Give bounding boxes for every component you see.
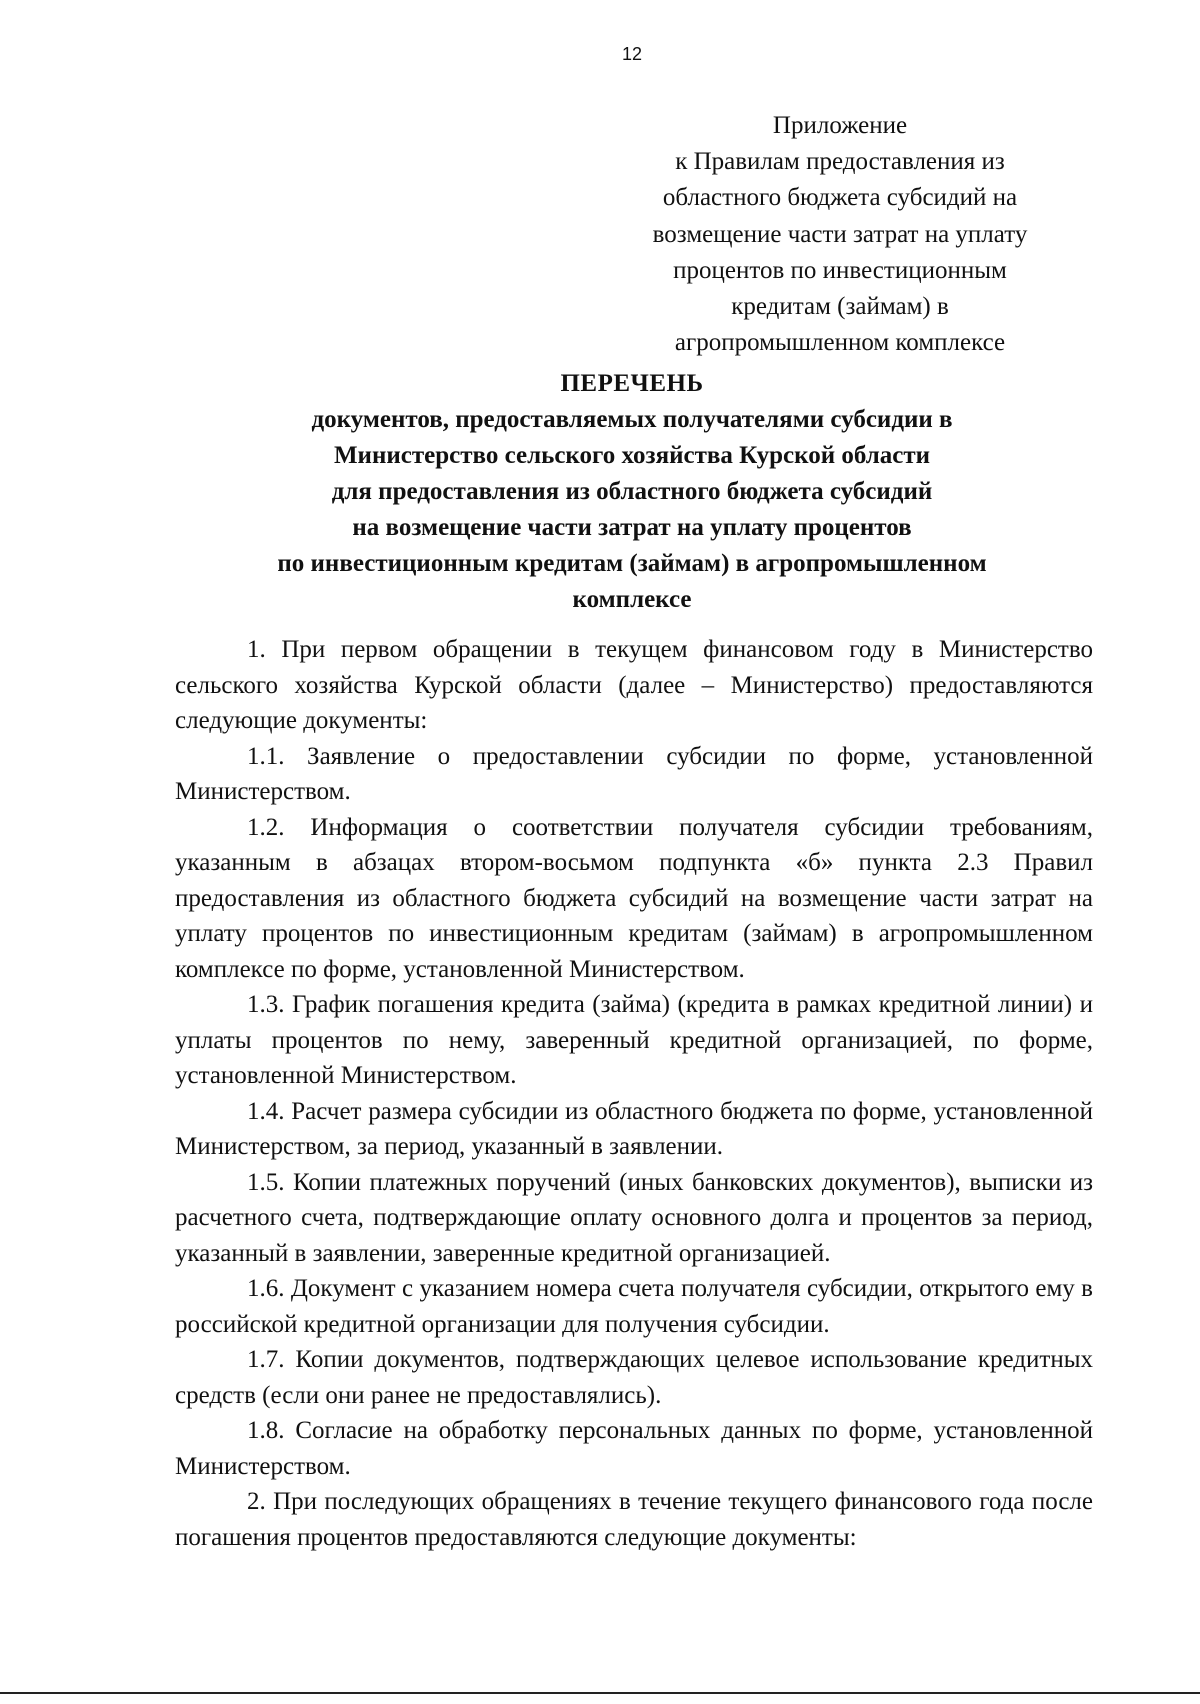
appendix-note bbox=[620, 108, 1060, 361]
appendix-line: агропромышленном комплексе bbox=[674, 329, 1006, 357]
paragraph: 1.5. Копии платежных поручений (иных банковских документов), выписки из расчетного счета, подтверждающие оплату основного долга и процентов за период, указанный в заявлении, заверенные кредитной организацией. bbox=[175, 1168, 1093, 1267]
appendix-line: к Правилам предоставления из bbox=[675, 148, 1005, 176]
document-subtitle-line: комплексе bbox=[572, 586, 692, 613]
document-title: ПЕРЕЧЕНЬ bbox=[560, 370, 704, 397]
appendix-line: процентов по инвестиционным bbox=[673, 256, 1007, 284]
document-subtitle-line: документов, предоставляемых получателями субсидии в bbox=[311, 406, 953, 433]
document-subtitle-line: по инвестиционным кредитам (займам) в агропромышленном bbox=[277, 550, 987, 577]
appendix-line: Приложение bbox=[772, 112, 908, 139]
appendix-line: областного бюджета субсидий на bbox=[662, 184, 1018, 212]
paragraph: 1.3. График погашения кредита (займа) (кредита в рамках кредитной линии) и уплаты процентов по нему, заверенный кредитной организацией, по форме, установленной Министерством. bbox=[175, 991, 1093, 1089]
appendix-line: возмещение части затрат на уплату bbox=[652, 220, 1028, 248]
document-body bbox=[175, 632, 1093, 1555]
paragraph: 1.2. Информация о соответствии получателя субсидии требованиям, указанным в абзацах втором-восьмом подпункта «б» пункта 2.3 Правил предоставления из областного бюджета субсидий на возмещение части затрат на уплату процентов по инвестиционным кредитам (займам) в агропромышленном комплексе по форме, установленной Министерством. bbox=[175, 813, 1093, 983]
paragraph: 1.1. Заявление о предоставлении субсидии по форме, установленной Министерством. bbox=[175, 742, 1093, 805]
paragraph: 1.8. Согласие на обработку персональных данных по форме, установленной Министерством. bbox=[175, 1417, 1093, 1480]
document-subtitle-line: на возмещение части затрат на уплату процентов bbox=[352, 514, 912, 541]
page-number: 12 bbox=[621, 44, 643, 64]
paragraph: 1.7. Копии документов, подтверждающих целевое использование кредитных средств (если они ранее не предоставлялись). bbox=[175, 1346, 1093, 1409]
paragraph: 1. При первом обращении в текущем финансовом году в Министерство сельского хозяйства Курской области (далее – Министерство) предоставляются следующие документы: bbox=[175, 636, 1093, 734]
document-subtitle-line: для предоставления из областного бюджета субсидий bbox=[331, 478, 933, 505]
document-subtitle-line: Министерство сельского хозяйства Курской области bbox=[333, 442, 931, 469]
paragraph: 1.6. Документ с указанием номера счета получателя субсидии, открытого ему в российской кредитной организации для получения субсидии. bbox=[175, 1275, 1093, 1338]
scan-edge-line bbox=[0, 1692, 1200, 1694]
paragraph: 2. При последующих обращениях в течение текущего финансового года после погашения процентов предоставляются следующие документы: bbox=[175, 1488, 1093, 1551]
appendix-line: кредитам (займам) в bbox=[731, 293, 949, 321]
paragraph: 1.4. Расчет размера субсидии из областного бюджета по форме, установленной Министерством, за период, указанный в заявлении. bbox=[175, 1097, 1093, 1160]
document-heading bbox=[170, 366, 1094, 618]
